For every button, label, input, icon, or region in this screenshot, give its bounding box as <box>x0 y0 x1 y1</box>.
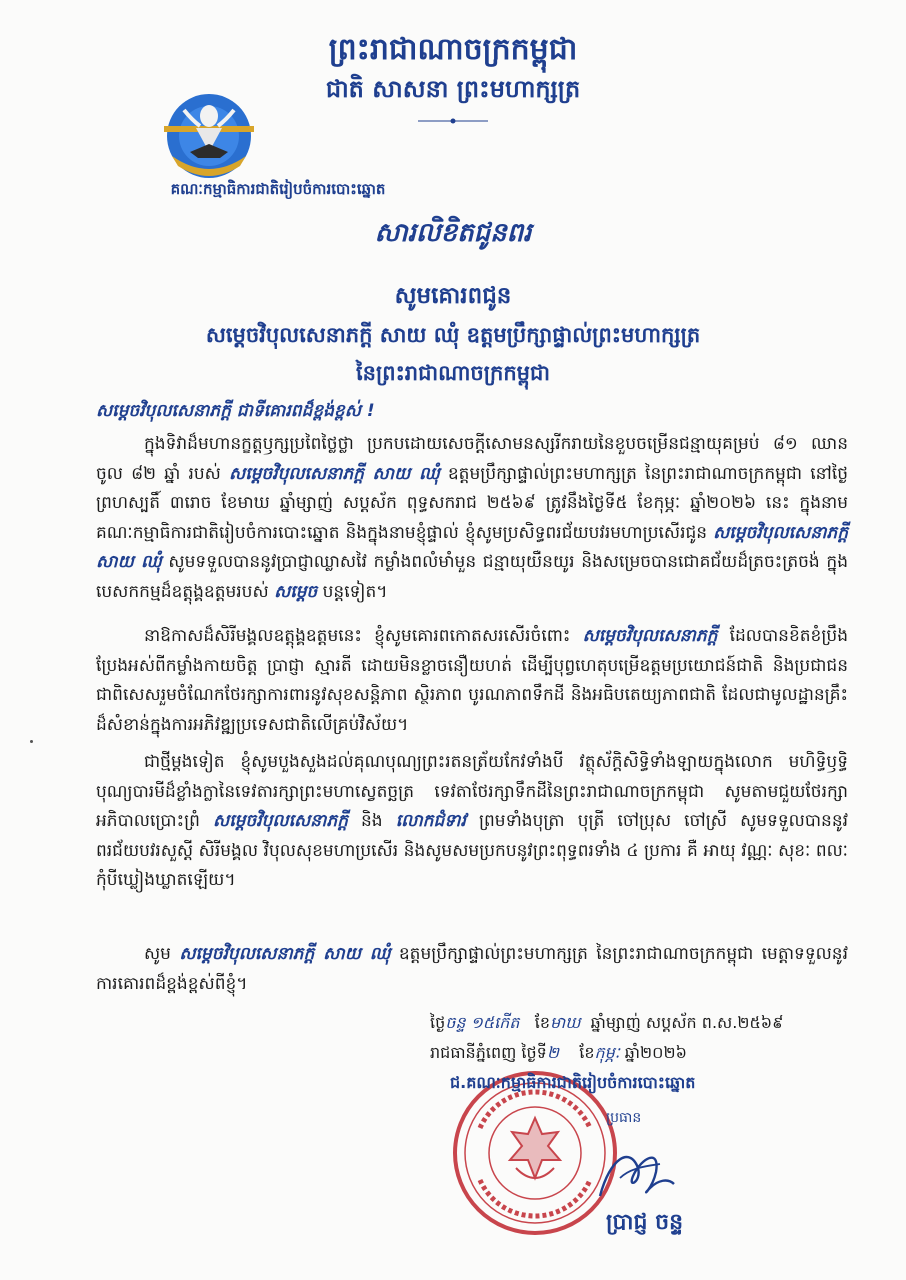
committee-emblem-logo <box>150 86 268 182</box>
document-title: សារលិខិតជូនពរ <box>374 218 532 248</box>
kingdom-heading: ព្រះរាជាណាចក្រកម្ពុជា <box>328 32 578 67</box>
salutation: សម្តេចវិបុលសេនាភក្តី ជាទីគោរពដ៏ខ្ពង់ខ្ពស់ ! <box>96 401 375 421</box>
recipient-greeting: សូមគោរពជូន <box>394 283 512 309</box>
committee-name: គណៈកម្មាធិការជាតិរៀបចំការបោះឆ្នោត <box>170 180 386 198</box>
recipient-country: នៃព្រះរាជាណាចក្រកម្ពុជា <box>355 361 550 385</box>
signatory-role: ប្រធាន <box>606 1110 642 1126</box>
divider-ornament <box>418 116 488 126</box>
gregorian-date-line: រាជធានីភ្នំពេញ ថ្ងៃទី២ ខែកុម្ភៈ ឆ្នាំ២០២៦ <box>430 1043 687 1062</box>
paragraph-1: ក្នុងទិវាដ៏មហានក្ខត្តឫក្សប្រពៃថ្លៃថ្លា ប្រកបដោយសេចក្តីសោមនស្សរីករាយនៃខួបចម្រើនជន្មាយុគម្រប់ ៨១ ឈានចូល ៨២ ឆ្នាំ របស់ សម្តេចវិបុលសេនាភក្តី សាយ ឈុំ ឧត្តមប្រឹក្សាផ្ទាល់ព្រះមហាក្សត្រ នៃព្រះរាជាណាចក្រកម្ពុជា នៅថ្ងៃព្រហស្បតិ៍ ៣រោច ខែមាឃ ឆ្នាំម្សាញ់ សប្តស័ក ពុទ្ធសករាជ ២៥៦៩ ត្រូវនឹងថ្ងៃទី៥ ខែកុម្ភៈ ឆ្នាំ២០២៦ នេះ ក្នុងនាមគណៈកម្មាធិការជាតិរៀបចំការបោះឆ្នោត និងក្នុងនាមខ្ញុំផ្ទាល់ ខ្ញុំសូមប្រសិទ្ធពរជ័យបវរមហាប្រសើរជូន សម្តេចវិបុលសេនាភក្តី សាយ ឈុំ សូមទទួលបាននូវប្រាជ្ញាឈ្លាសវៃ កម្លាំងពលំមាំមួន ជន្មាយុយឺនយូរ និងសម្រេចបានជោគជ័យដ៏ត្រចះត្រចង់ ក្នុងបេសកកម្មដ៏ឧត្តុង្គឧត្តមរបស់ សម្តេច បន្តទៀត។ <box>96 434 849 602</box>
paragraph-4: សូម សម្តេចវិបុលសេនាភក្តី សាយ ឈុំ ឧត្តមប្រឹក្សាផ្ទាល់ព្រះមហាក្សត្រ នៃព្រះរាជាណាចក្រកម្ពុជា មេត្តាទទួលនូវការគោរពដ៏ខ្ពង់ខ្ពស់ពីខ្ញុំ។ <box>96 944 848 994</box>
handwritten-signature <box>590 1138 680 1208</box>
recipient-name: សម្តេចវិបុលសេនាភក្តី សាយ ឈុំ ឧត្តមប្រឹក្សាផ្ទាល់ព្រះមហាក្សត្រ <box>205 323 701 347</box>
lunar-date-line: ថ្ងៃចន្ទ ១៥កើត ខែមាឃ ឆ្នាំម្សាញ់ សប្តស័ក ព.ស.២៥៦៩ <box>430 1013 784 1032</box>
signatory-committee: ជ.គណៈកម្មាធិការជាតិរៀបចំការបោះឆ្នោត <box>450 1073 696 1092</box>
national-motto: ជាតិ សាសនា ព្រះមហាក្សត្រ <box>325 75 581 103</box>
paragraph-2: នាឱកាសដ៏សិរីមង្គលឧត្តុង្គឧត្តមនេះ ខ្ញុំសូមគោរពកោតសរសើរចំពោះ សម្តេចវិបុលសេនាភក្តី ដែលបានខិតខំប្រឹងប្រែងអស់ពីកម្លាំងកាយចិត្ត ប្រាជ្ញា ស្មារតី ដោយមិនខ្លាចនឿយហត់ ដើម្បីបុព្វហេតុបម្រើឧត្តមប្រយោជន៍ជាតិ និងប្រជាជន ជាពិសេសរួមចំណែកថែរក្សាការពារនូវសុខសន្តិភាព ស្ថិរភាព បូរណភាពទឹកដី និងអធិបតេយ្យភាពជាតិ ដែលជាមូលដ្ឋានគ្រឹះដ៏សំខាន់ក្នុងការអភិវឌ្ឍប្រទេសជាតិលើគ្រប់វិស័យ។ <box>96 626 848 735</box>
margin-dot <box>30 740 33 743</box>
paragraph-3: ជាថ្មីម្តងទៀត ខ្ញុំសូមបួងសួងដល់គុណបុណ្យព្រះរតនត្រ័យកែវទាំងបី វត្ថុស័ក្តិសិទ្ធិទាំងឡាយក្នុងលោក មហិទ្ធិឫទ្ធិបុណ្យបារមីដ៏ខ្លាំងក្លានៃទេវតារក្សាព្រះមហាស្វេតច្ឆត្រ ទេវតាថែរក្សាទឹកដីនៃព្រះរាជាណាចក្រកម្ពុជា សូមតាមជួយថែរក្សាអភិបាលប្រោះព្រំ សម្តេចវិបុលសេនាភក្តី និង លោកជំទាវ ព្រមទាំងបុត្រា បុត្រី ចៅប្រុស ចៅស្រី សូមទទួលបាននូវពរជ័យបវរសួស្តី សិរីមង្គល វិបុលសុខមហាប្រសើរ និងសូមសមប្រកបនូវព្រះពុទ្ធពរទាំង ៤ ប្រការ គឺ អាយុ វណ្ណៈ សុខៈ ពលៈ កុំបីឃ្លៀងឃ្លាតឡើយ។ <box>96 752 849 891</box>
signatory-name: ប្រាជ្ញ ចន្ទ <box>606 1210 684 1235</box>
